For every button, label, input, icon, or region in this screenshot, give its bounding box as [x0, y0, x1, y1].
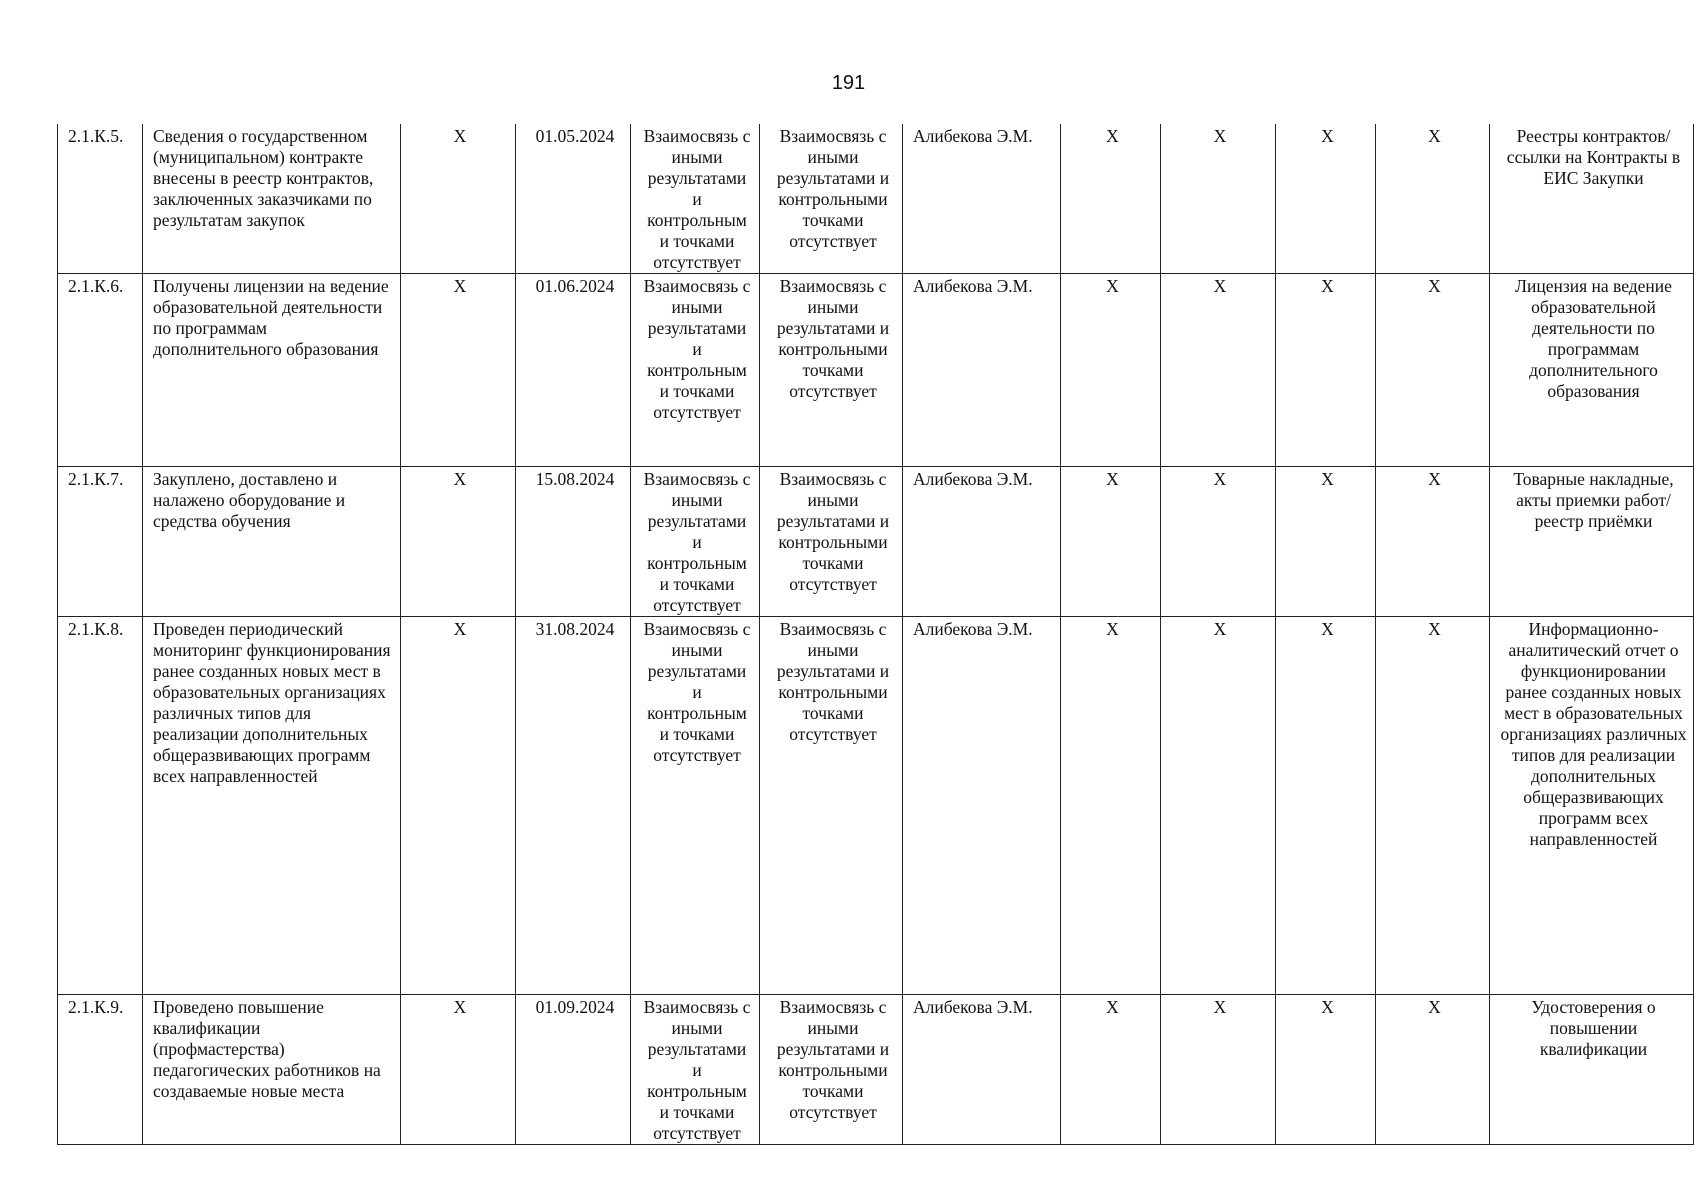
x-cell: X — [1276, 467, 1376, 617]
document-cell: Товарные накладные, акты приемки работ/реестр приёмки — [1490, 467, 1694, 617]
table-row — [58, 274, 1694, 467]
row-number: 2.1.К.8. — [58, 617, 143, 995]
end-date-cell: 01.06.2024 — [516, 274, 631, 467]
table-row — [58, 995, 1694, 1145]
predecessor-cell: Взаимосвязь с иными результатами и контрольным и точками отсутствует — [631, 124, 760, 274]
row-number: 2.1.К.9. — [58, 995, 143, 1145]
control-points-table — [57, 124, 1694, 1145]
end-date-cell: 15.08.2024 — [516, 467, 631, 617]
end-date-cell: 31.08.2024 — [516, 617, 631, 995]
end-date-cell: 01.05.2024 — [516, 124, 631, 274]
responsible-cell: Алибекова Э.М. — [903, 995, 1061, 1145]
x-cell: X — [1161, 617, 1276, 995]
x-cell: X — [1061, 617, 1161, 995]
row-number: 2.1.К.7. — [58, 467, 143, 617]
control-point-name: Проведен периодический мониторинг функционирования ранее созданных новых мест в образовательных организациях различных типов для реализации дополнительных общеразвивающих программ всех направленностей — [143, 617, 401, 995]
document-cell: Информационно-аналитический отчет о функционировании ранее созданных новых мест в образовательных организациях различных типов для реализации дополнительных общеразвивающих программ всех направленностей — [1490, 617, 1694, 995]
x-cell: X — [1161, 124, 1276, 274]
predecessor-cell: Взаимосвязь с иными результатами и контрольным и точками отсутствует — [631, 467, 760, 617]
x-cell: X — [1376, 467, 1490, 617]
start-date-cell: X — [401, 995, 516, 1145]
start-date-cell: X — [401, 124, 516, 274]
start-date-cell: X — [401, 617, 516, 995]
x-cell: X — [1061, 274, 1161, 467]
x-cell: X — [1376, 617, 1490, 995]
end-date-cell: 01.09.2024 — [516, 995, 631, 1145]
row-number: 2.1.К.6. — [58, 274, 143, 467]
x-cell: X — [1276, 124, 1376, 274]
successor-cell: Взаимосвязь с иными результатами и контрольными точками отсутствует — [760, 617, 903, 995]
successor-cell: Взаимосвязь с иными результатами и контрольными точками отсутствует — [760, 467, 903, 617]
document-cell: Реестры контрактов/ ссылки на Контракты в ЕИС Закупки — [1490, 124, 1694, 274]
x-cell: X — [1161, 274, 1276, 467]
page-number: 191 — [831, 72, 866, 94]
start-date-cell: X — [401, 467, 516, 617]
document-cell: Удостоверения о повышении квалификации — [1490, 995, 1694, 1145]
x-cell: X — [1276, 617, 1376, 995]
control-point-name: Проведено повышение квалификации (профмастерства) педагогических работников на создаваемые новые места — [143, 995, 401, 1145]
table-row — [58, 467, 1694, 617]
predecessor-cell: Взаимосвязь с иными результатами и контрольным и точками отсутствует — [631, 617, 760, 995]
table-row — [58, 617, 1694, 995]
responsible-cell: Алибекова Э.М. — [903, 124, 1061, 274]
x-cell: X — [1276, 274, 1376, 467]
table-row — [58, 124, 1694, 274]
x-cell: X — [1376, 995, 1490, 1145]
successor-cell: Взаимосвязь с иными результатами и контрольными точками отсутствует — [760, 124, 903, 274]
responsible-cell: Алибекова Э.М. — [903, 274, 1061, 467]
responsible-cell: Алибекова Э.М. — [903, 617, 1061, 995]
control-point-name: Закуплено, доставлено и налажено оборудование и средства обучения — [143, 467, 401, 617]
x-cell: X — [1376, 124, 1490, 274]
x-cell: X — [1376, 274, 1490, 467]
responsible-cell: Алибекова Э.М. — [903, 467, 1061, 617]
predecessor-cell: Взаимосвязь с иными результатами и контрольным и точками отсутствует — [631, 274, 760, 467]
x-cell: X — [1061, 995, 1161, 1145]
x-cell: X — [1276, 995, 1376, 1145]
start-date-cell: X — [401, 274, 516, 467]
x-cell: X — [1061, 467, 1161, 617]
control-point-name: Сведения о государственном (муниципальном) контракте внесены в реестр контрактов, заключенных заказчиками по результатам закупок — [143, 124, 401, 274]
control-point-name: Получены лицензии на ведение образовательной деятельности по программам дополнительного образования — [143, 274, 401, 467]
document-cell: Лицензия на ведение образовательной деятельности по программам дополнительного образования — [1490, 274, 1694, 467]
successor-cell: Взаимосвязь с иными результатами и контрольными точками отсутствует — [760, 274, 903, 467]
x-cell: X — [1061, 124, 1161, 274]
predecessor-cell: Взаимосвязь с иными результатами и контрольным и точками отсутствует — [631, 995, 760, 1145]
x-cell: X — [1161, 995, 1276, 1145]
row-number: 2.1.К.5. — [58, 124, 143, 274]
successor-cell: Взаимосвязь с иными результатами и контрольными точками отсутствует — [760, 995, 903, 1145]
x-cell: X — [1161, 467, 1276, 617]
